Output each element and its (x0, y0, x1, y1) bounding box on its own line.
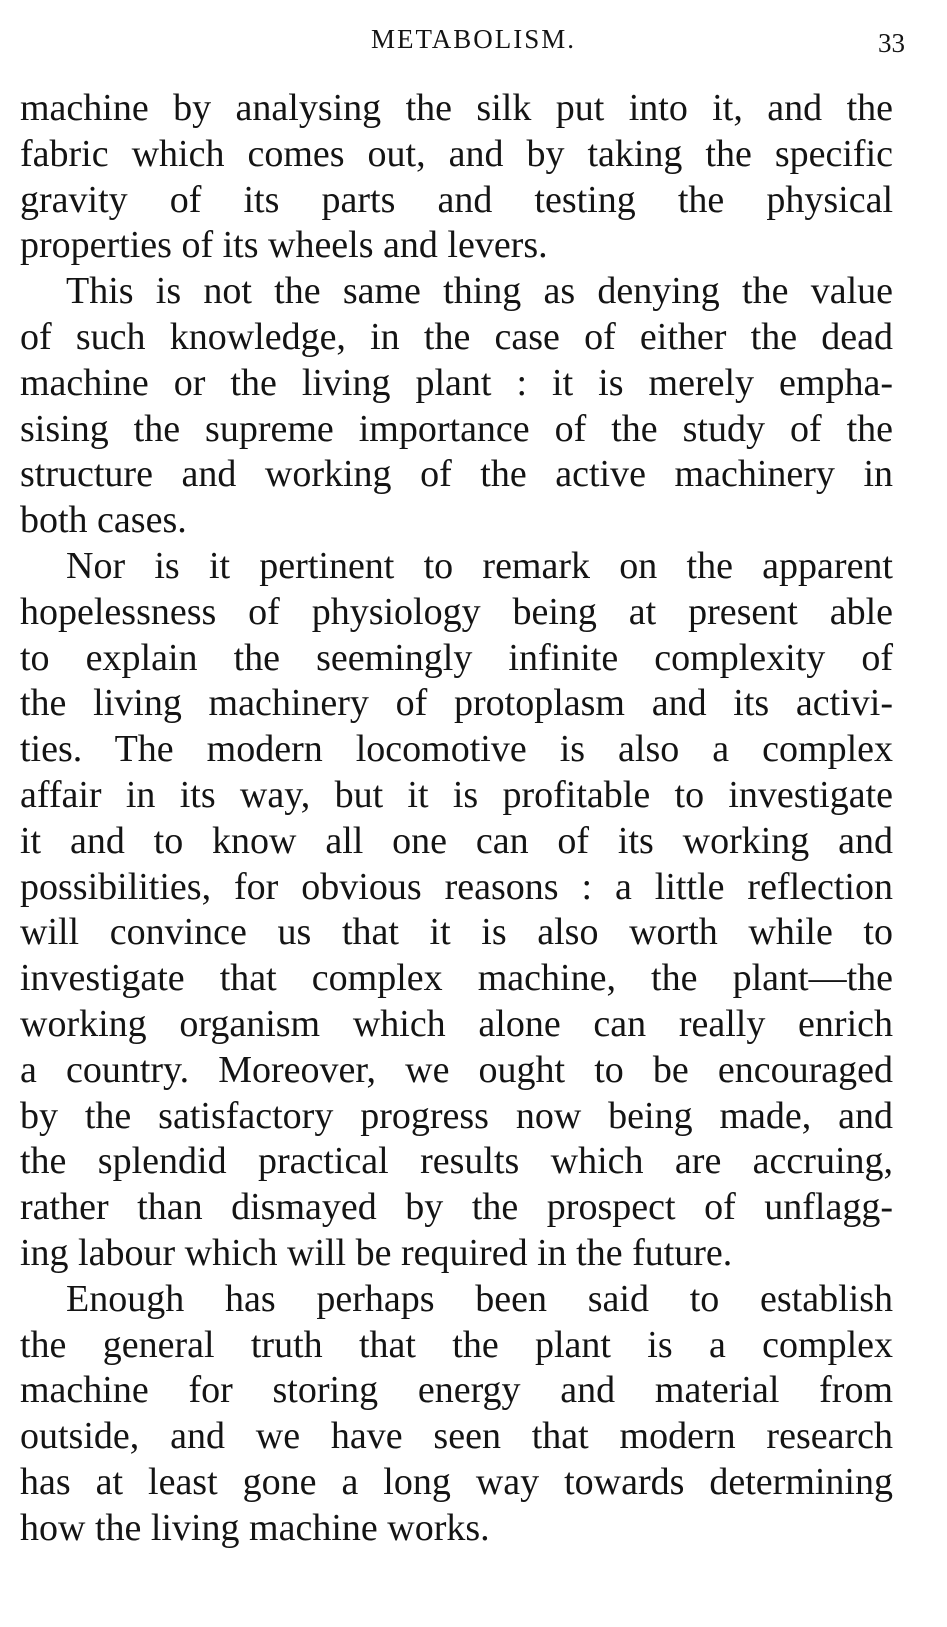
text-line: rather than dismayed by the prospect of unflagg- (20, 1186, 893, 1229)
text-line: working organism which alone can really enrich (20, 1002, 893, 1045)
text-line: the general truth that the plant is a complex (20, 1323, 893, 1366)
paragraph-4 (20, 1277, 893, 1552)
text-line: by the satisfactory progress now being made, and (20, 1094, 893, 1137)
text-line: to explain the seemingly infinite complexity of (20, 636, 893, 679)
text-line: it and to know all one can of its working and (20, 819, 893, 862)
text-line: ties. The modern locomotive is also a complex (20, 728, 893, 771)
text-line: Enough has perhaps been said to establish (66, 1277, 893, 1320)
text-line: structure and working of the active machinery in (20, 453, 893, 496)
text-line: properties of its wheels and levers. (20, 224, 548, 267)
text-line: machine by analysing the silk put into it, and the (20, 87, 893, 129)
text-line: affair in its way, but it is profitable to investigate (20, 773, 893, 816)
text-line: of such knowledge, in the case of either the dead (20, 315, 893, 358)
text-line: will convince us that it is also worth while to (20, 911, 893, 954)
text-line: the living machinery of protoplasm and its activi- (20, 682, 893, 725)
text-line: a country. Moreover, we ought to be encouraged (20, 1048, 893, 1091)
text-line: has at least gone a long way towards determining (20, 1460, 893, 1503)
text-line: ing labour which will be required in the future. (20, 1231, 733, 1274)
text-line: the splendid practical results which are accruing, (20, 1140, 893, 1183)
paragraph-2 (20, 269, 893, 544)
running-title: METABOLISM. (370, 24, 577, 54)
text-line: how the living machine works. (20, 1506, 490, 1549)
text-line: machine for storing energy and material from (20, 1369, 893, 1412)
body-text (20, 86, 893, 1552)
running-head (0, 22, 947, 62)
text-line: This is not the same thing as denying the value (66, 270, 893, 313)
paragraph-3 (20, 544, 893, 1277)
text-line: investigate that complex machine, the plant—the (20, 957, 893, 1000)
text-line: both cases. (20, 499, 187, 542)
text-line: Nor is it pertinent to remark on the apparent (66, 544, 893, 587)
text-line: machine or the living plant : it is merely empha- (20, 361, 893, 404)
text-line: hopelessness of physiology being at present able (20, 590, 893, 633)
paragraph-1 (20, 86, 893, 269)
text-line: gravity of its parts and testing the physical (20, 178, 893, 221)
text-line: possibilities, for obvious reasons : a little reflection (20, 865, 893, 908)
text-line: fabric which comes out, and by taking the specific (20, 132, 893, 175)
page-number: 33 (878, 28, 905, 58)
text-line: outside, and we have seen that modern research (20, 1415, 893, 1458)
text-line: sising the supreme importance of the study of the (20, 407, 893, 450)
